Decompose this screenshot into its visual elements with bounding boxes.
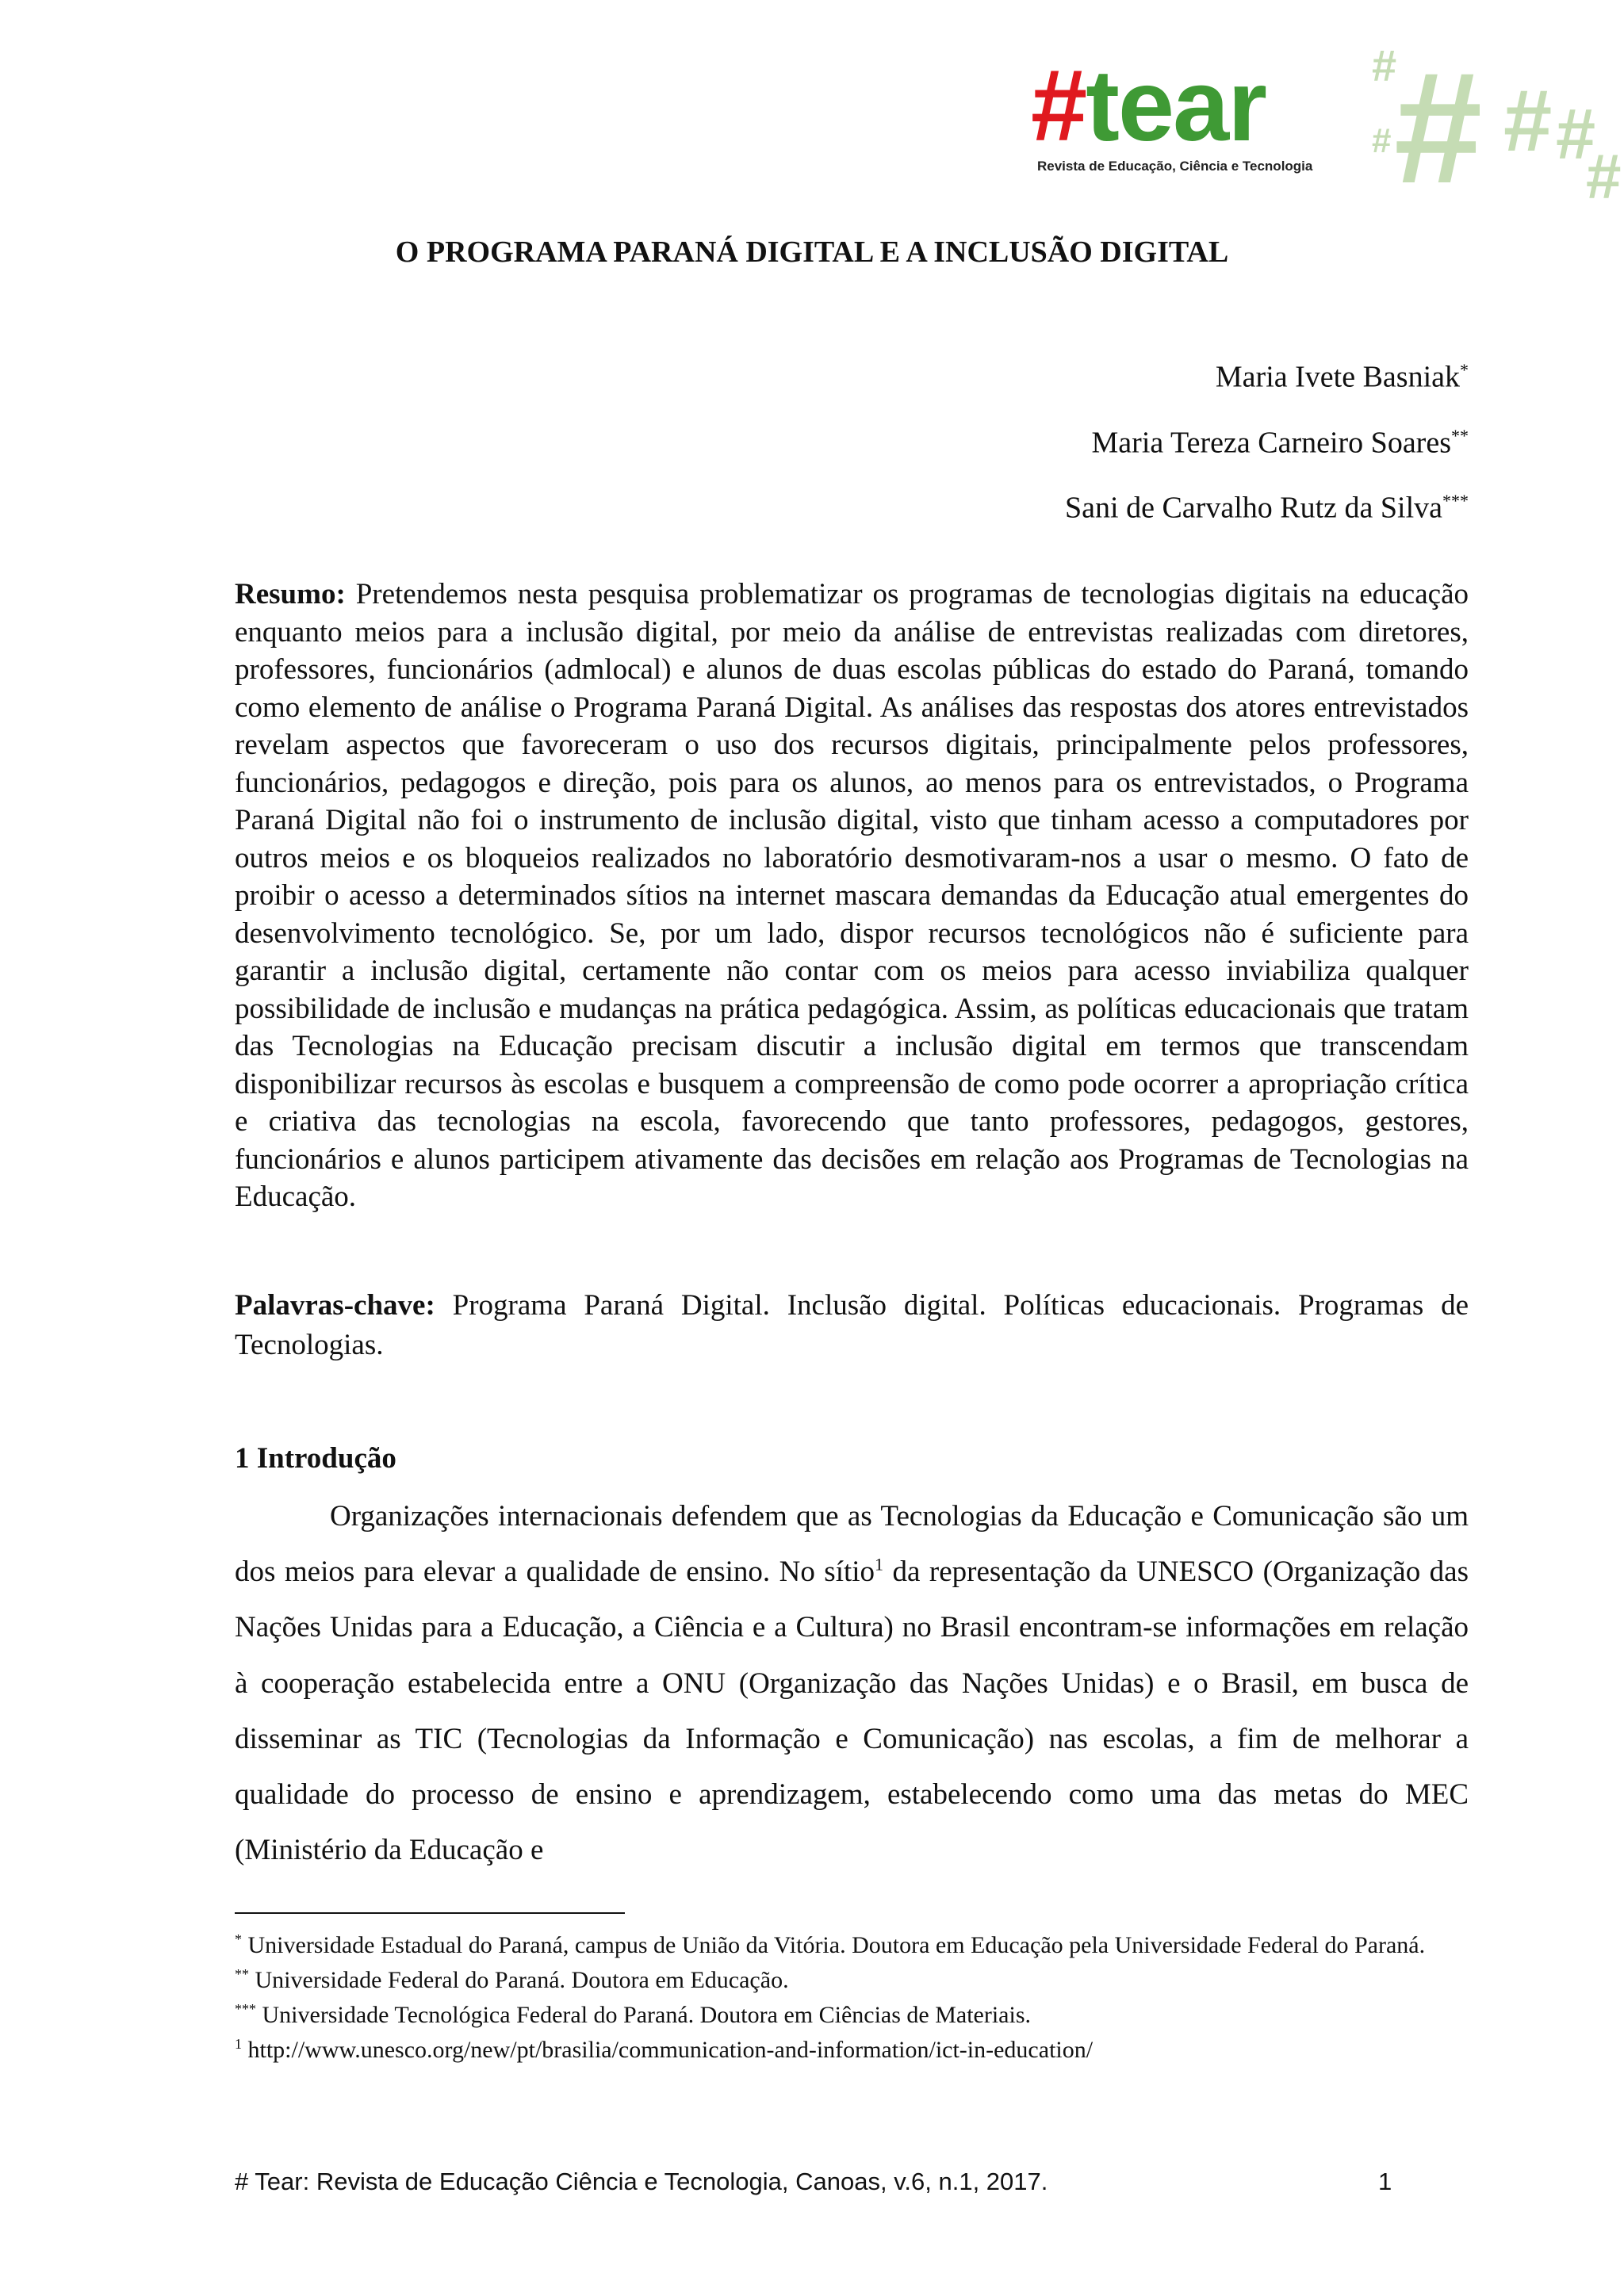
footnote: $^1$ http://www.unesco.org/new/pt/brasilia/communication-and-information/ict-in-education/ — [235, 2036, 1094, 2063]
medium-hash-icon: # — [1556, 95, 1596, 174]
abstract-text: Pretendemos nesta pesquisa problematizar os programas de tecnologias digitais na educação enquanto meios para a inclusão digital, por meio da análise de entrevistas realizadas com diretores, professores, funcionários (admlocal) e alunos de duas escolas públicas do estado do Paraná, tomando como elemento de análise o Programa Paraná Digital. As análises das respostas dos atores entrevistados revelam aspectos que favoreceram o uso dos recursos digitais, principalmente pelos professores, funcionários, pedagogos e direção, pois para os alunos, ao menos para os entrevistados, o Programa Paraná Digital não foi o instrumento de inclusão digital, visto que tinham acesso a computadores por outros meios e os bloqueios realizados no laboratório desmotivaram-nos a usar o mesmo. O fato de proibir o acesso a determinados sítios na internet mascara demandas da Educação atual emergentes do desenvolvimento tecnológico. Se, por um lado, dispor recursos tecnológicos não é suficiente para garantir a inclusão digital, certamente não contar com os meios para acesso inviabiliza qualquer possibilidade de inclusão e mudanças na prática pedagógica. Assim, as políticas educacionais que tratam das Tecnologias na Educação precisam discutir a inclusão digital em termos que transcendam disponibilizar recursos às escolas e busquem a compreensão de como pode ocorrer a apropriação crítica e criativa das tecnologias na escola, favorecendo que tanto professores, pedagogos, gestores, funcionários e alunos participem ativamente das decisões em relação aos Programas de Tecnologias na Educação. — [235, 578, 1469, 1213]
footnote: ** Universidade Federal do Paraná. Doutora em Educação. — [235, 1966, 789, 1993]
author-2: Maria Tereza Carneiro Soares** — [1091, 425, 1469, 460]
footnotes — [235, 1925, 1469, 2064]
author-1: Maria Ivete Basniak* — [1215, 360, 1469, 394]
author-list — [1065, 341, 1469, 538]
small-hash-icon: # — [1372, 40, 1397, 90]
keywords — [235, 1286, 1469, 1365]
article-title: O PROGRAMA PARANÁ DIGITAL E A INCLUSÃO DIGITAL — [395, 235, 1229, 269]
page-number: 1 — [1378, 2168, 1392, 2195]
logo-subtitle: Revista de Educação, Ciência e Tecnologia — [1037, 159, 1313, 174]
footnote: *** Universidade Tecnológica Federal do Paraná. Doutora em Ciências de Materiais. — [235, 2001, 1032, 2028]
footnote: * Universidade Estadual do Paraná, campus de União da Vitória. Doutora em Educação pela Universidade Federal do Paraná. — [235, 1931, 1426, 1958]
small-hash-icon: # — [1372, 121, 1392, 160]
logo-wordmark: #tear — [1031, 49, 1266, 163]
large-hash-icon: # — [1394, 40, 1483, 198]
footnote-ref: 1 — [875, 1554, 884, 1575]
journal-logo — [1031, 49, 1364, 174]
keywords-text: Programa Paraná Digital. Inclusão digital. Políticas educacionais. Programas de Tecnologias. — [235, 1289, 1469, 1361]
page-footer-citation: # Tear: Revista de Educação Ciência e Tecnologia, Canoas, v.6, n.1, 2017. — [235, 2168, 1048, 2195]
footnote-divider — [235, 1912, 625, 1914]
hash-pattern-decoration — [1348, 32, 1624, 198]
abstract-label: Resumo: — [235, 578, 346, 610]
medium-hash-icon: # — [1586, 141, 1622, 198]
medium-hash-icon: # — [1503, 72, 1553, 170]
keywords-label: Palavras-chave: — [235, 1289, 435, 1322]
section-title: 1 Introdução — [235, 1442, 396, 1475]
footnote-url[interactable]: http://www.unesco.org/new/pt/brasilia/communication-and-information/ict-in-education/ — [242, 2037, 1094, 2063]
introduction-paragraph: Organizações internacionais defendem que as Tecnologias da Educação e Comunicação são um dos meios para elevar a qualidade de ensino. No sítio$^1$ da representação da UNESCO (Organização das Nações Unidas para a Educação, a Ciência e a Cultura) no Brasil encontram-se informações em relação à cooperação estabelecida entre a ONU (Organização das Nações Unidas) e o Brasil, em busca de disseminar as TIC (Tecnologias da Informação e Comunicação) nas escolas, a fim de melhorar a qualidade do processo de ensino e aprendizagem, estabelecendo como uma das metas do MEC (Ministério da Educação e — [235, 1500, 1469, 1867]
author-3: Sani de Carvalho Rutz da Silva*** — [1065, 491, 1469, 525]
abstract — [235, 576, 1469, 1216]
